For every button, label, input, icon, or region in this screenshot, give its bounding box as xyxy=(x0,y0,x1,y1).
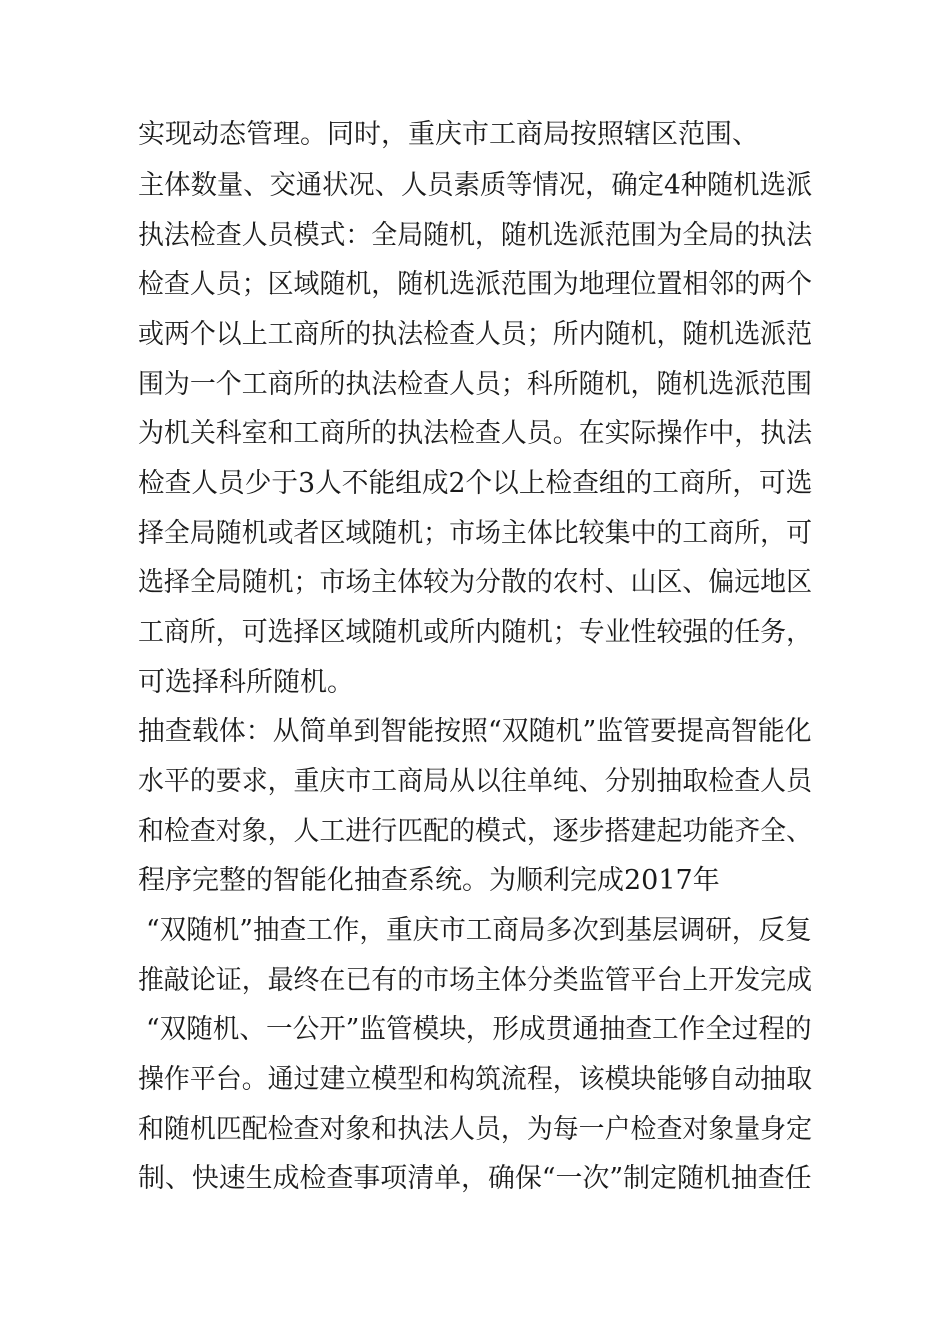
text-line-6: 围为一个工商所的执法检查人员；科所随机，随机选派范围 xyxy=(138,369,812,400)
text-line-1: 实现动态管理。同时，重庆市工商局按照辖区范围、 xyxy=(138,119,759,150)
text-line-17: “双随机”抽查工作，重庆市工商局多次到基层调研，反复 xyxy=(146,915,812,946)
text-line-12: 可选择科所随机。 xyxy=(138,667,354,698)
text-line-19: “双随机、一公开”监管模块，形成贯通抽查工作全过程的 xyxy=(146,1014,812,1045)
text-line-5: 或两个以上工商所的执法检查人员；所内随机，随机选派范 xyxy=(138,319,812,350)
text-line-9: 择全局随机或者区域随机；市场主体比较集中的工商所，可 xyxy=(138,518,812,549)
text-line-21: 和随机匹配检查对象和执法人员，为每一户检查对象量身定 xyxy=(138,1114,812,1145)
text-line-8: 检查人员少于3人不能组成2个以上检查组的工商所，可选 xyxy=(138,468,813,499)
text-line-16: 程序完整的智能化抽查系统。为顺利完成2017年 xyxy=(138,865,720,896)
text-line-4: 检查人员；区域随机，随机选派范围为地理位置相邻的两个 xyxy=(138,269,812,300)
text-line-13: 抽查载体：从简单到智能按照“双随机”监管要提高智能化 xyxy=(138,716,812,747)
text-line-11: 工商所，可选择区域随机或所内随机；专业性较强的任务， xyxy=(138,617,812,648)
text-line-20: 操作平台。通过建立模型和构筑流程，该模块能够自动抽取 xyxy=(138,1064,812,1095)
text-line-7: 为机关科室和工商所的执法检查人员。在实际操作中，执法 xyxy=(138,418,812,449)
text-line-18: 推敲论证，最终在已有的市场主体分类监管平台上开发完成 xyxy=(138,965,812,996)
text-line-14: 水平的要求，重庆市工商局从以往单纯、分别抽取检查人员 xyxy=(138,766,812,797)
text-line-15: 和检查对象，人工进行匹配的模式，逐步搭建起功能齐全、 xyxy=(138,816,812,847)
text-line-2: 主体数量、交通状况、人员素质等情况，确定4种随机选派 xyxy=(138,170,813,201)
text-line-10: 选择全局随机；市场主体较为分散的农村、山区、偏远地区 xyxy=(138,567,812,598)
text-line-3: 执法检查人员模式：全局随机，随机选派范围为全局的执法 xyxy=(138,220,812,251)
text-line-22: 制、快速生成检查事项清单，确保“一次”制定随机抽查任 xyxy=(138,1163,812,1194)
